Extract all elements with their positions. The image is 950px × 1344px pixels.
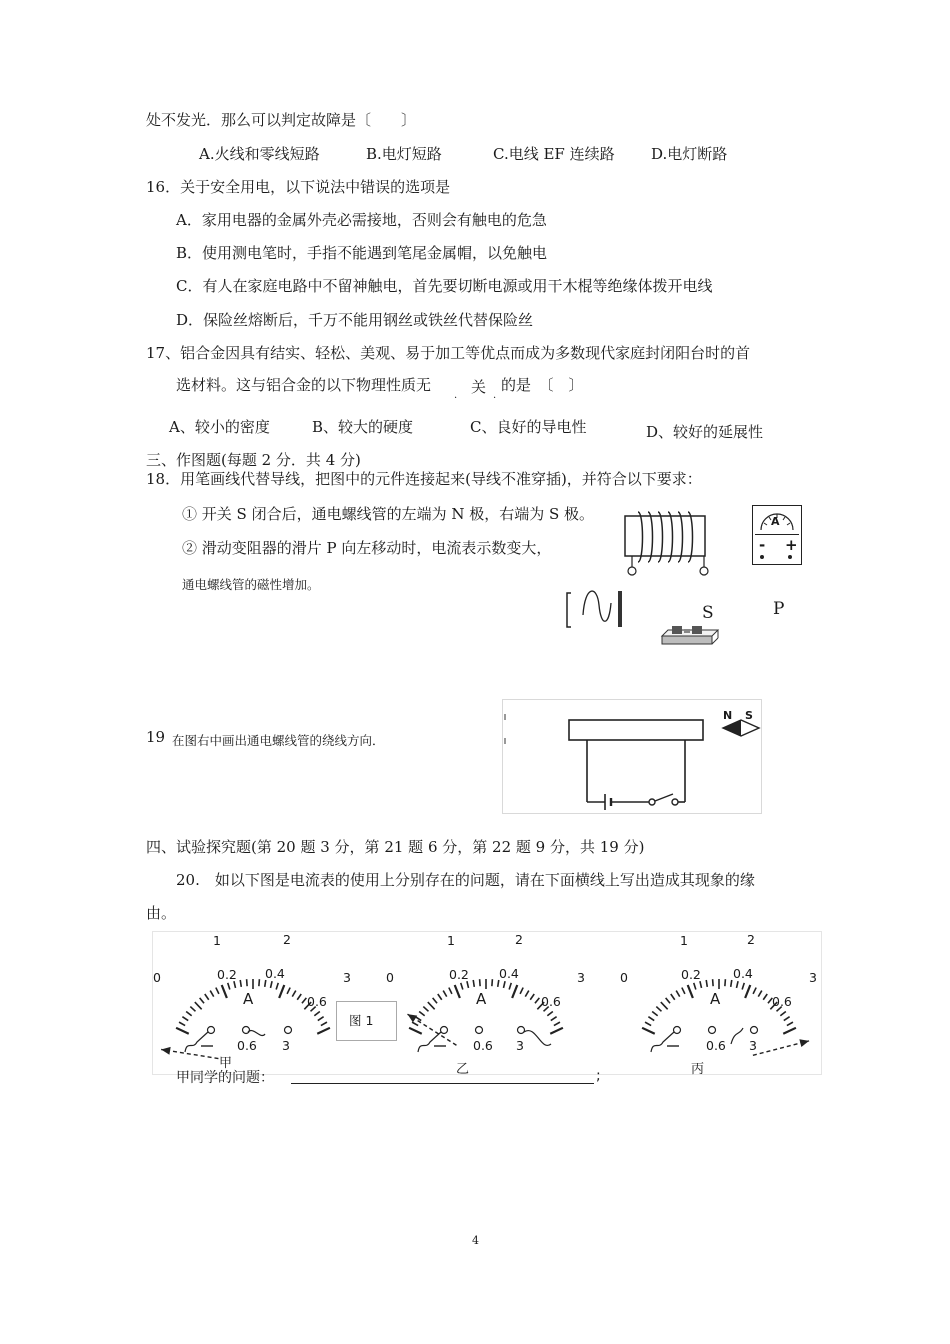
needle-arrowhead <box>407 1014 417 1022</box>
meter-bing-sub-0.4: 0.4 <box>733 966 753 981</box>
q17-stem-line1: 17、铝合金因具有结实、轻松、美观、易于加工等优点而成为多数现代家庭封闭阳台时的首 <box>146 344 751 362</box>
q19-figure <box>502 699 762 814</box>
q17-stem-line2a: 选材料。这与铝合金的以下物理性质无 <box>176 376 432 394</box>
q20-stem-line1: 20. 如以下图是电流表的使用上分别存在的问题，请在下面横线上写出造成其现象的缘 <box>176 871 755 889</box>
meter-terminal <box>674 1027 681 1034</box>
scale-tick <box>525 991 529 997</box>
meter-bing-scale-0: 0 <box>620 970 628 985</box>
scale-tick <box>780 1011 786 1015</box>
meter-terminal <box>441 1027 448 1034</box>
scale-tick <box>642 1028 655 1034</box>
scale-tick <box>428 1002 435 1009</box>
scale-tick <box>688 985 693 998</box>
scale-tick <box>763 994 767 1000</box>
needle-arrowhead <box>799 1039 809 1047</box>
power-source-figure <box>563 585 633 635</box>
emphasis-dot: . <box>493 390 497 401</box>
terminal-dot <box>788 555 792 559</box>
scale-tick <box>503 981 505 988</box>
meter-bing-name: 丙 <box>691 1062 705 1077</box>
scale-tick <box>279 985 284 998</box>
answer-end: ; <box>596 1068 601 1084</box>
scale-tick <box>473 980 474 987</box>
q20-stem-line2: 由。 <box>146 904 177 922</box>
q15-option-a: A.火线和零线短路 <box>199 145 320 163</box>
meter-jia-name: 甲 <box>219 1056 233 1071</box>
scale-tick <box>551 1017 557 1021</box>
scale-tick <box>783 1028 796 1034</box>
scale-tick <box>247 979 248 986</box>
meter-jia-scale-0: 0 <box>153 970 161 985</box>
meter-yi-sub-0.2: 0.2 <box>449 967 469 982</box>
figure-1-label: 图 1 <box>349 1013 374 1028</box>
meter-yi-terminal-06: 0.6 <box>473 1038 493 1053</box>
lead-wire <box>524 1031 551 1046</box>
meter-jia-scale-2: 2 <box>283 932 291 947</box>
meter-yi-scale-0: 0 <box>386 970 394 985</box>
meter-jia-sub-0.4: 0.4 <box>265 966 285 981</box>
meter-bing-scale-3: 3 <box>809 970 817 985</box>
scale-tick <box>182 1017 188 1021</box>
q16-option-c: C．有人在家庭电路中不留神触电，首先要切断电源或用干木棍等绝缘体拨开电线 <box>176 277 713 295</box>
scale-tick <box>297 994 301 1000</box>
meter-terminal <box>518 1027 525 1034</box>
scale-tick <box>317 1028 330 1034</box>
scale-tick <box>205 994 209 1000</box>
scale-tick <box>530 994 534 1000</box>
meter-bing-unit: A <box>710 990 721 1008</box>
meter-terminal <box>751 1027 758 1034</box>
meter-yi-scale-2: 2 <box>515 932 523 947</box>
scale-tick <box>656 1007 661 1012</box>
scale-tick <box>276 983 278 990</box>
scale-tick <box>520 988 523 994</box>
scale-tick <box>661 1002 668 1009</box>
q16-option-b: B．使用测电笔时，手指不能遇到笔尾金属帽，以免触电 <box>176 244 548 262</box>
q18-requirement-1: ① 开关 S 闭合后，通电螺线管的左端为 N 极，右端为 S 极。 <box>182 505 595 523</box>
meter-yi-sub-0.6: 0.6 <box>541 994 561 1009</box>
scale-tick <box>270 981 272 988</box>
meter-terminal <box>476 1027 483 1034</box>
scale-tick <box>706 980 707 987</box>
scale-tick <box>409 1028 422 1034</box>
q16-option-a: A．家用电器的金属外壳必需接地，否则会有触电的危急 <box>176 211 547 229</box>
q15-option-b: B.电灯短路 <box>366 145 442 163</box>
needle-arrowhead <box>161 1047 171 1055</box>
meter-yi-name: 乙 <box>456 1062 470 1077</box>
q18-requirement-2: ② 滑动变阻器的滑片 P 向左移动时，电流表示数变大， <box>182 539 552 557</box>
scale-tick <box>190 1007 195 1012</box>
meter-jia-terminal-06: 0.6 <box>237 1038 257 1053</box>
q17-option-c: C、良好的导电性 <box>470 418 587 436</box>
meter-jia-sub-0.6: 0.6 <box>307 994 327 1009</box>
meter-yi-scale-1: 1 <box>447 933 455 948</box>
solenoid-figure <box>620 508 720 578</box>
meter-yi-scale-3: 3 <box>577 970 585 985</box>
scale-tick <box>287 988 290 994</box>
meter-jia-scale-1: 1 <box>213 933 221 948</box>
scale-tick <box>550 1028 563 1034</box>
scale-tick <box>200 998 204 1003</box>
scale-tick <box>449 988 452 994</box>
q15-option-d: D.电灯断路 <box>651 145 728 163</box>
q19-number: 19 <box>146 728 166 746</box>
scale-tick <box>265 980 266 987</box>
meter-yi-unit: A <box>476 990 487 1008</box>
scale-tick <box>512 985 517 998</box>
meter-terminal <box>243 1027 250 1034</box>
meter-bing-scale-2: 2 <box>747 932 755 947</box>
scale-tick <box>186 1011 192 1015</box>
section3-title: 三、作图题(每题 2 分．共 4 分) <box>146 451 361 469</box>
divider <box>755 534 799 535</box>
scale-tick <box>438 994 442 1000</box>
scale-tick <box>676 991 680 997</box>
scale-tick <box>554 1022 560 1025</box>
scale-tick <box>461 983 463 990</box>
scale-tick <box>195 1002 202 1009</box>
ammeter-plus-terminal: + <box>785 536 798 554</box>
scale-tick <box>742 983 744 990</box>
meter-jia-sub-0.2: 0.2 <box>217 967 237 982</box>
q17-option-a: A、较小的密度 <box>169 418 270 436</box>
scale-tick <box>423 1007 428 1012</box>
q17-option-b: B、较大的硬度 <box>312 418 414 436</box>
scale-tick <box>784 1017 790 1021</box>
q20-figure <box>152 931 822 1075</box>
meter-terminal <box>709 1027 716 1034</box>
lead-wire <box>185 1032 208 1052</box>
terminal-dot <box>760 555 764 559</box>
lead-wire <box>731 1028 743 1044</box>
answer-line[interactable] <box>291 1083 594 1084</box>
meter-jia-scale-3: 3 <box>343 970 351 985</box>
scale-tick <box>671 994 675 1000</box>
ammeter-component <box>752 505 802 565</box>
meter-jia-unit: A <box>243 990 254 1008</box>
scale-tick <box>210 991 214 997</box>
scale-tick <box>700 981 702 988</box>
meter-bing-scale-1: 1 <box>680 933 688 948</box>
emphasis-dot: . <box>454 390 458 401</box>
q18-stem: 18．用笔画线代替导线，把图中的元件连接起来(导线不准穿插)，并符合以下要求： <box>146 470 702 488</box>
meter-bing-terminal-3: 3 <box>749 1038 757 1053</box>
scale-tick <box>547 1011 553 1015</box>
q15-option-c: C.电线 EF 连续路 <box>493 145 615 163</box>
scale-tick <box>480 979 481 986</box>
meter-bing-sub-0.2: 0.2 <box>681 967 701 982</box>
scale-tick <box>758 991 762 997</box>
section4-title: 四、试验探究题(第 20 题 3 分，第 21 题 6 分，第 22 题 9 分，共 19 分) <box>146 838 645 856</box>
scale-tick <box>666 998 670 1003</box>
q16-stem: 16．关于安全用电，以下说法中错误的选项是 <box>146 178 451 196</box>
meter-yi-terminal-3: 3 <box>516 1038 524 1053</box>
scale-tick <box>648 1017 654 1021</box>
scale-tick <box>725 979 726 986</box>
q17-option-d: D、较好的延展性 <box>646 423 764 441</box>
scale-tick <box>302 998 306 1003</box>
scale-tick <box>467 981 469 988</box>
scale-tick <box>318 1017 324 1021</box>
scale-tick <box>234 981 236 988</box>
scale-tick <box>412 1022 418 1025</box>
scale-tick <box>419 1011 425 1015</box>
figure-1-label-box <box>336 1001 397 1041</box>
label-p: P <box>773 599 785 619</box>
scale-tick <box>259 979 260 986</box>
q16-option-d: D．保险丝熔断后，千万不能用钢丝或铁丝代替保险丝 <box>176 311 534 329</box>
scale-tick <box>745 985 750 998</box>
scale-tick <box>240 980 241 987</box>
scale-tick <box>433 998 437 1003</box>
scale-tick <box>682 988 685 994</box>
scale-tick <box>443 991 447 997</box>
meter-terminal <box>208 1027 215 1034</box>
scale-tick <box>292 991 296 997</box>
page-number: 4 <box>472 1234 479 1247</box>
scale-tick <box>176 1028 189 1034</box>
scale-tick <box>455 985 460 998</box>
scale-tick <box>498 980 499 987</box>
scale-tick <box>415 1017 421 1021</box>
ammeter-letter: A <box>771 515 780 528</box>
scale-tick <box>645 1022 651 1025</box>
q17-stem-line2b: 关 <box>471 378 487 396</box>
scale-tick <box>216 988 219 994</box>
scale-tick <box>492 979 493 986</box>
scale-tick <box>731 980 732 987</box>
meter-bing-terminal-06: 0.6 <box>706 1038 726 1053</box>
q19-text: 在图右中画出通电螺线管的绕线方向． <box>172 733 385 748</box>
scale-tick <box>314 1011 320 1015</box>
answer-label: 甲同学的问题： <box>176 1070 274 1086</box>
scale-tick <box>713 979 714 986</box>
rheostat-figure <box>660 622 720 650</box>
scale-tick <box>179 1022 185 1025</box>
meter-jia-terminal-3: 3 <box>282 1038 290 1053</box>
label-s: S <box>702 603 714 623</box>
compass-s-label: S <box>745 709 753 722</box>
scale-tick <box>736 981 738 988</box>
scale-tick <box>787 1022 793 1025</box>
scale-tick <box>694 983 696 990</box>
q17-stem-line2c: 的是 〔 〕 <box>501 376 584 394</box>
scale-tick <box>753 988 756 994</box>
scale-tick <box>228 983 230 990</box>
q18-requirement-3: 通电螺线管的磁性增加。 <box>182 577 320 592</box>
meter-terminal <box>285 1027 292 1034</box>
scale-tick <box>509 983 511 990</box>
lead-wire <box>651 1032 674 1052</box>
ammeter-minus-terminal: - <box>759 536 766 554</box>
scale-tick <box>222 985 227 998</box>
lead-wire <box>248 1030 265 1035</box>
scale-tick <box>652 1011 658 1015</box>
meter-bing-sub-0.6: 0.6 <box>772 994 792 1009</box>
meter-yi-sub-0.4: 0.4 <box>499 966 519 981</box>
scale-tick <box>321 1022 327 1025</box>
lead-wire <box>418 1032 441 1052</box>
compass-n-label: N <box>723 709 733 722</box>
scale-tick <box>535 998 539 1003</box>
q15-continuation: 处不发光．那么可以判定故障是〔 〕 <box>146 111 417 129</box>
